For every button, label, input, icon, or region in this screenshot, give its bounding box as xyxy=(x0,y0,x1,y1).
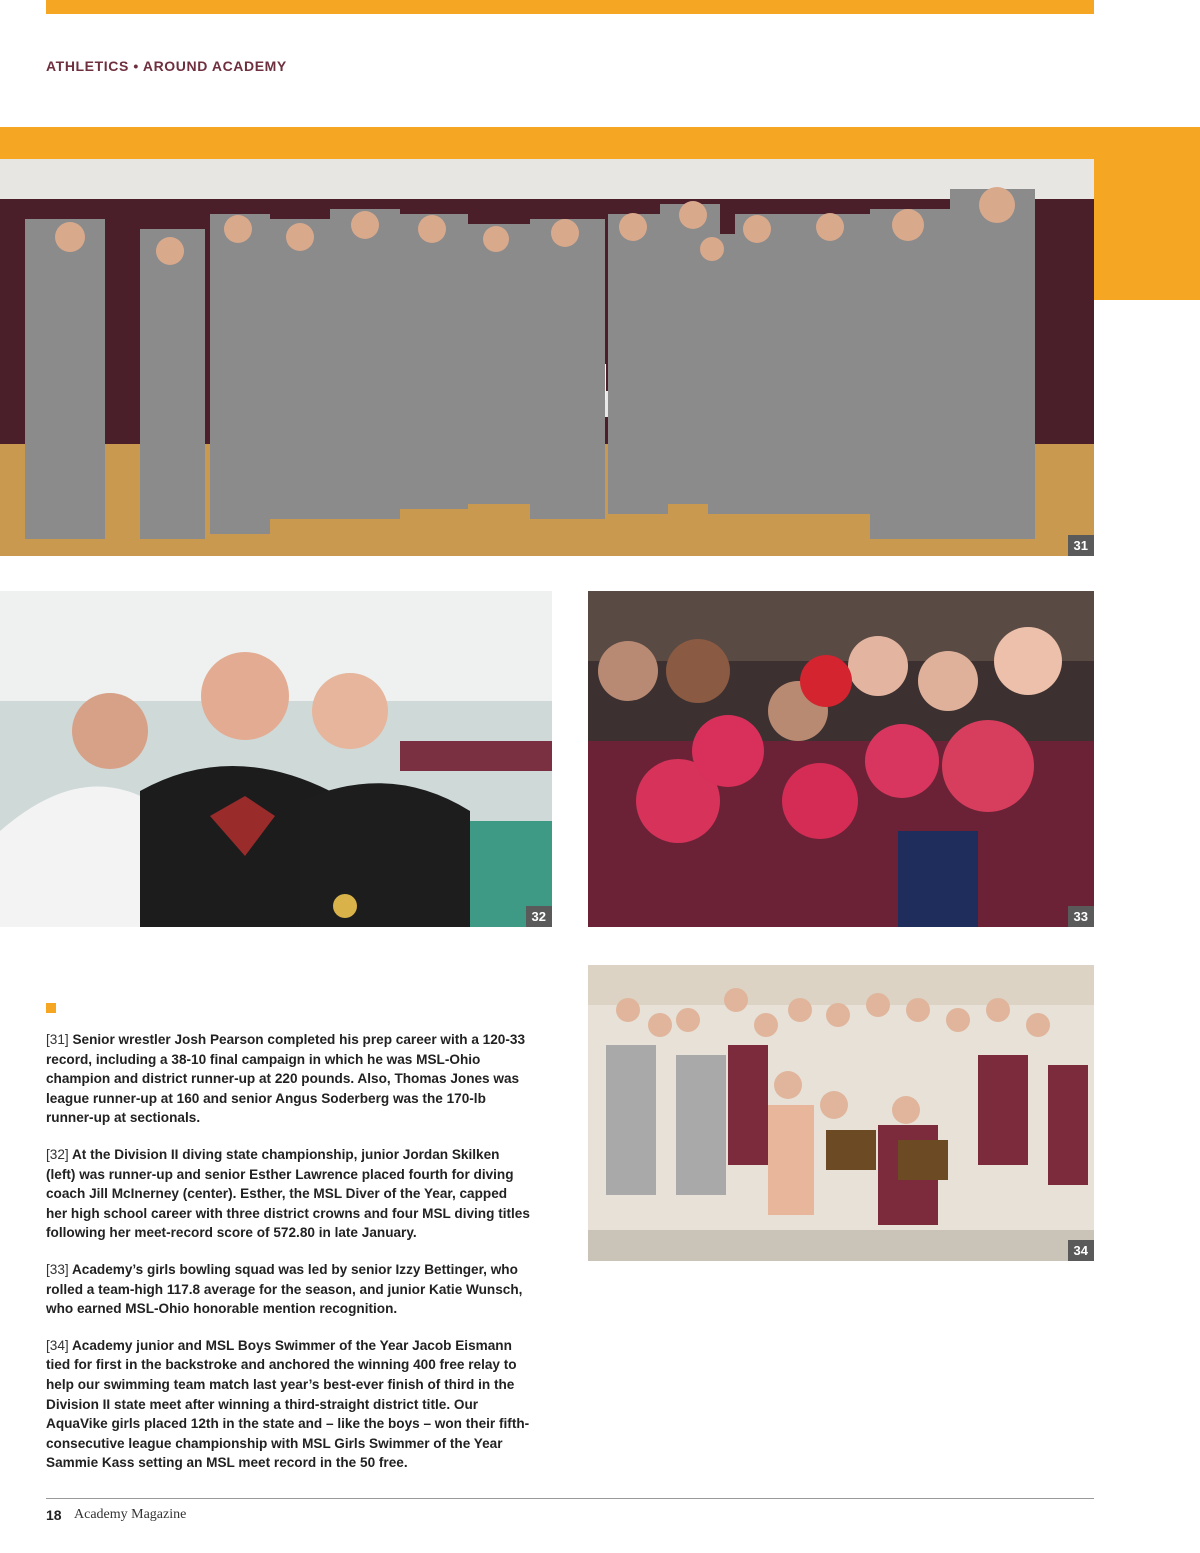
magazine-name: Academy Magazine xyxy=(74,1507,187,1522)
photo-bowling xyxy=(588,591,1094,927)
photo-number: 32 xyxy=(526,906,552,927)
swimming-team-image xyxy=(588,965,1094,1261)
caption-bullet xyxy=(46,1003,56,1013)
footer-rule xyxy=(46,1498,1094,1499)
mid-accent-bar xyxy=(0,127,1200,159)
page-number: 18 xyxy=(46,1507,62,1523)
top-accent-bar xyxy=(46,0,1094,14)
caption-31: [31] Senior wrestler Josh Pearson completed his prep career with a 120-33 record, including a 38-10 final campaign in which he was MSL-Ohio champion and district runner-up at 220 pounds. Also, Thomas Jones was league runner-up at 160 and senior Angus Soderberg was the 170-lb runner-up at sectionals. xyxy=(46,1032,526,1126)
photo-captions xyxy=(46,1030,530,1490)
section-label: ATHLETICS • AROUND ACADEMY xyxy=(46,58,287,74)
photo-swimming-team xyxy=(588,965,1094,1261)
wrestling-team-image xyxy=(0,159,1094,556)
photo-wrestling-team xyxy=(0,159,1094,556)
bowling-image xyxy=(588,591,1094,927)
diving-image xyxy=(0,591,552,927)
photo-diving xyxy=(0,591,552,927)
photo-number: 31 xyxy=(1068,535,1094,556)
caption-34: [34] Academy junior and MSL Boys Swimmer of the Year Jacob Eismann tied for first in the backstroke and anchored the winning 400 free relay to help our swimming team match last year’s best-ever finish of third in the Division II state meet after winning a third-straight district title. Our AquaVike girls placed 12th in the state and – like the boys – won their fifth-consecutive league championship with MSL Girls Swimmer of the Year Sammie Kass setting an MSL meet record in the 50 free. xyxy=(46,1337,530,1471)
photo-number: 34 xyxy=(1068,1240,1094,1261)
photo-number: 33 xyxy=(1068,906,1094,927)
side-accent-block xyxy=(1094,159,1200,300)
caption-32: [32] At the Division II diving state championship, junior Jordan Skilken (left) was runner-up and senior Esther Lawrence placed fourth for diving coach Jill McInerney (center). Esther, the MSL Diver of the Year, capped her high school career with three district crowns and four MSL diving titles following her meet-record score of 572.80 in late January. xyxy=(46,1146,530,1241)
caption-33: [33] Academy’s girls bowling squad was led by senior Izzy Bettinger, who rolled a team-high 117.8 average for the season, and junior Katie Wunsch, who earned MSL-Ohio honorable mention recognition. xyxy=(46,1261,523,1317)
